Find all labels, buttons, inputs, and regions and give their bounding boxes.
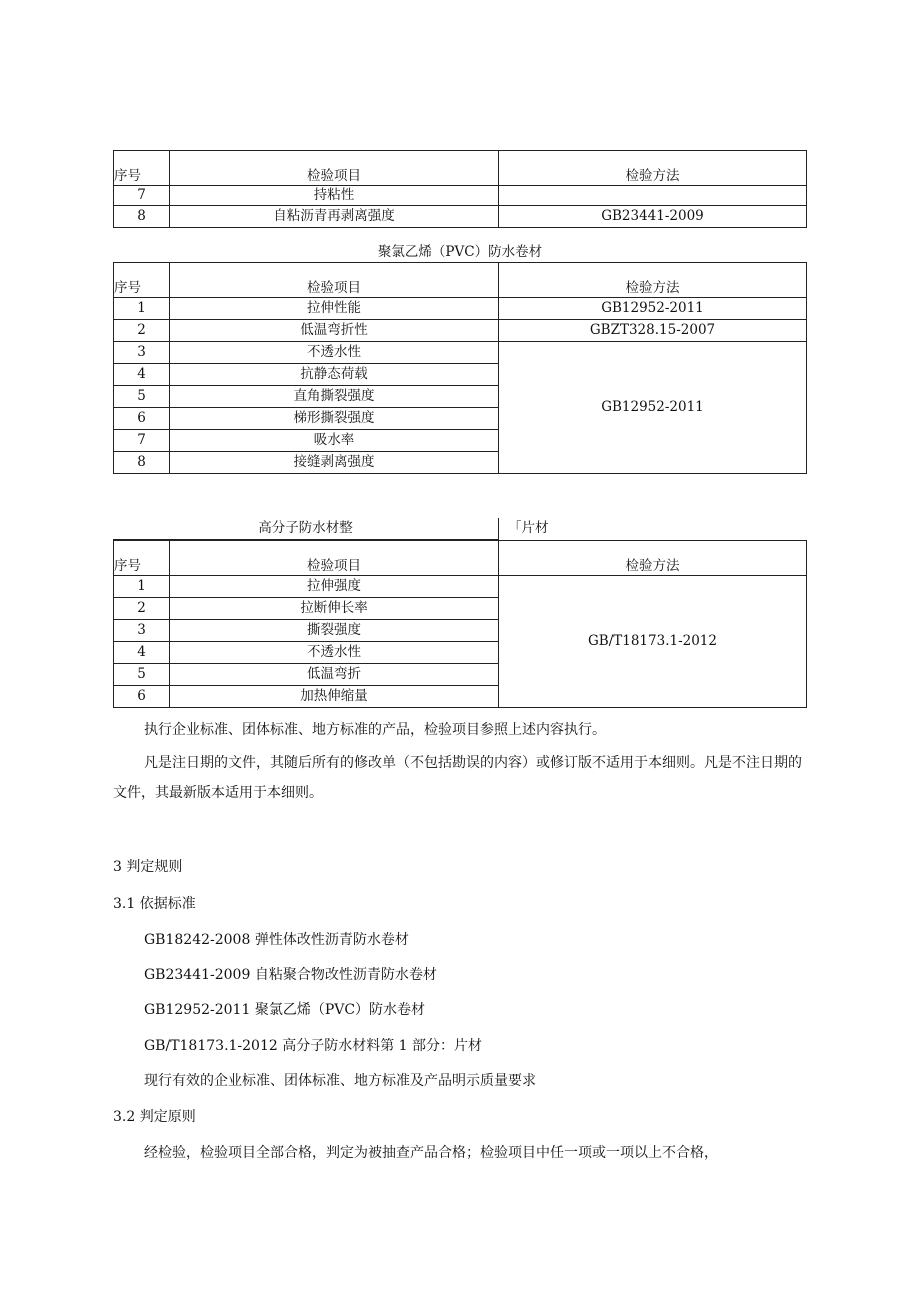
cell-no: 3	[114, 342, 170, 364]
cell-item: 低温弯折	[170, 664, 499, 686]
cell-method-merged: GB/T18173.1-2012	[499, 576, 807, 708]
cell-method: GB12952-2011	[499, 298, 807, 320]
section-heading-3-2: 3.2 判定原则	[113, 1109, 196, 1125]
cell-no: 5	[114, 386, 170, 408]
cell-method: GBZT328.15-2007	[499, 320, 807, 342]
cell-no: 1	[114, 576, 170, 598]
cell-item: 抗静态荷载	[170, 364, 499, 386]
cell-no: 4	[114, 642, 170, 664]
table-row	[114, 298, 807, 320]
cell-no: 8	[114, 206, 170, 228]
col-header-method: 检验方法	[499, 541, 807, 576]
cell-item: 撕裂强度	[170, 620, 499, 642]
standard-item: GB23441-2009 自粘聚合物改性沥青防水卷材	[144, 967, 437, 983]
cell-item: 拉断伸长率	[170, 598, 499, 620]
cell-no: 7	[114, 186, 170, 206]
paragraph-judgement: 经检验，检验项目全部合格，判定为被抽查产品合格；检验项目中任一项或一项以上不合格，	[144, 1145, 718, 1161]
standard-item: GB18242-2008 弹性体改性沥青防水卷材	[144, 932, 409, 948]
cell-method: GB23441-2009	[499, 206, 807, 228]
cell-item: 接缝剥离强度	[170, 452, 499, 474]
table-row	[114, 320, 807, 342]
cell-method-merged: GB12952-2011	[499, 342, 807, 474]
table-header-row	[114, 263, 807, 298]
cell-no: 8	[114, 452, 170, 474]
cell-no: 3	[114, 620, 170, 642]
cell-item: 低温弯折性	[170, 320, 499, 342]
cell-item: 吸水率	[170, 430, 499, 452]
cell-item: 直角撕裂强度	[170, 386, 499, 408]
paragraph-scope: 执行企业标准、团体标准、地方标准的产品，检验项目参照上述内容执行。	[144, 722, 606, 738]
cell-no: 7	[114, 430, 170, 452]
cell-item: 拉伸性能	[170, 298, 499, 320]
cell-no: 2	[114, 320, 170, 342]
table-row	[114, 186, 807, 206]
table-2-caption: 聚氯乙烯（PVC）防水卷材	[377, 244, 543, 260]
col-header-method: 检验方法	[499, 263, 807, 298]
cell-item: 梯形撕裂强度	[170, 408, 499, 430]
cell-item: 不透水性	[170, 342, 499, 364]
cell-no: 6	[114, 686, 170, 708]
col-header-no: 序号	[114, 151, 170, 186]
col-header-method: 检验方法	[499, 151, 807, 186]
cell-no: 1	[114, 298, 170, 320]
table-header-row	[114, 151, 807, 186]
cell-item: 自粘沥青再剥离强度	[170, 206, 499, 228]
paragraph-dated-documents: 凡是注日期的文件，其随后所有的修改单（不包括勘误的内容）或修订版不适用于本细则。凡是不注日期的文件，其最新版本适用于本细则。	[113, 755, 802, 801]
col-header-item: 检验项目	[170, 541, 499, 576]
table-3-caption-left: 高分子防水材整	[258, 520, 353, 536]
cell-no: 5	[114, 664, 170, 686]
table-row	[114, 206, 807, 228]
table-row	[114, 342, 807, 364]
cell-item: 持粘性	[170, 186, 499, 206]
table-3	[113, 540, 807, 708]
cell-no: 2	[114, 598, 170, 620]
standard-item: GB/T18173.1-2012 高分子防水材料第 1 部分：片材	[144, 1038, 483, 1054]
col-header-no: 序号	[114, 541, 170, 576]
cell-item: 拉伸强度	[170, 576, 499, 598]
table-2	[113, 262, 807, 474]
col-header-item: 检验项目	[170, 263, 499, 298]
cell-method	[499, 186, 807, 206]
cell-item: 不透水性	[170, 642, 499, 664]
cell-no: 4	[114, 364, 170, 386]
table-row	[114, 576, 807, 598]
caption-divider	[498, 518, 499, 540]
col-header-no: 序号	[114, 263, 170, 298]
table-3-caption-right: 「片材	[508, 520, 549, 536]
section-heading-3-1: 3.1 依据标准	[113, 896, 196, 912]
col-header-item: 检验项目	[170, 151, 499, 186]
cell-item: 加热伸缩量	[170, 686, 499, 708]
cell-no: 6	[114, 408, 170, 430]
standard-item: 现行有效的企业标准、团体标准、地方标准及产品明示质量要求	[144, 1073, 536, 1089]
table-header-row	[114, 541, 807, 576]
table-1	[113, 150, 807, 228]
section-heading-3: 3 判定规则	[113, 859, 183, 875]
standard-item: GB12952-2011 聚氯乙烯（PVC）防水卷材	[144, 1002, 426, 1018]
